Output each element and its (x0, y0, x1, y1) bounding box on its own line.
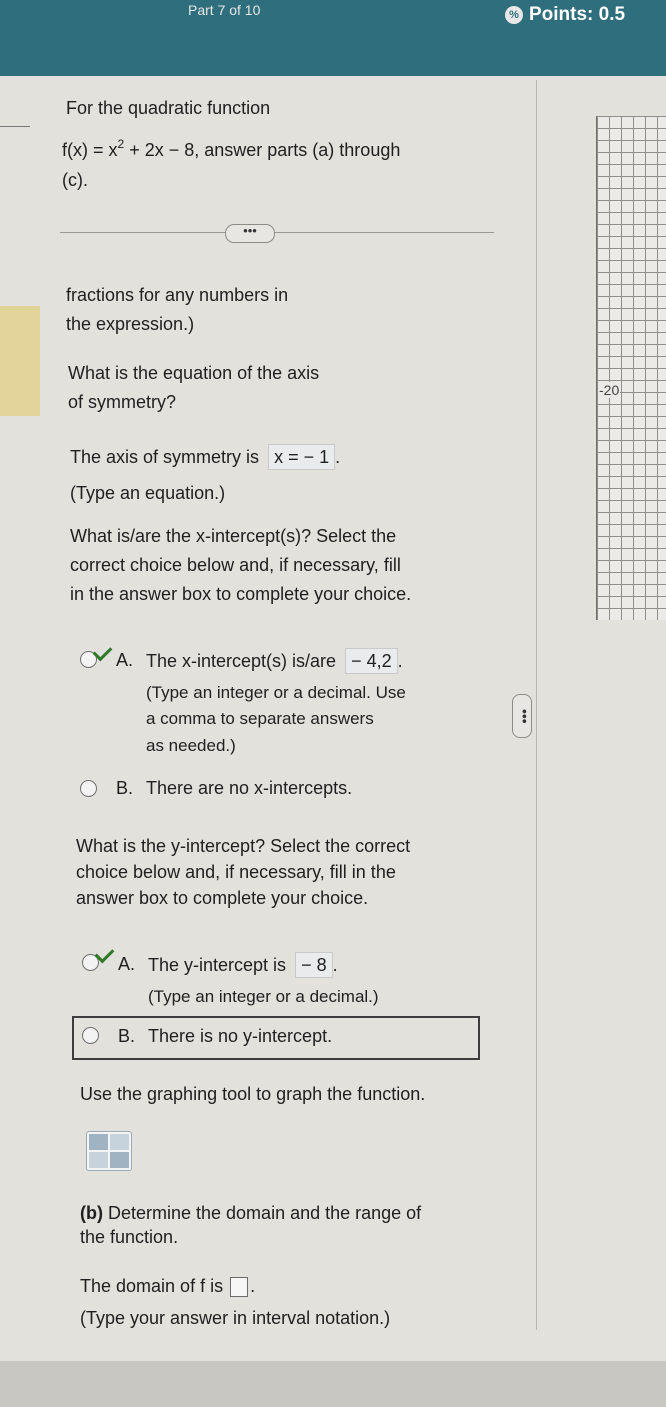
panel-divider[interactable] (536, 80, 537, 1330)
function-exponent: 2 (117, 137, 125, 151)
function-suffix: + 2x − 8, answer parts (a) through (124, 140, 401, 160)
points-display (505, 4, 625, 26)
xint-hint-line-2: a comma to separate answers (146, 709, 374, 728)
section-separator (60, 232, 494, 233)
xint-hint-line-3: as needed.) (146, 736, 236, 755)
axis-question-line-1: What is the equation of the axis (68, 363, 320, 383)
xint-question-line-3: in the answer box to complete your choice. (70, 584, 412, 604)
xint-choice-a-line[interactable]: The x-intercept(s) is/are − 4,2 . (146, 648, 403, 674)
yint-choice-b-radio[interactable] (82, 1027, 99, 1044)
axis-answer-prefix: The axis of symmetry is (70, 447, 260, 467)
graph-axis-label: -20 (599, 382, 620, 398)
yint-hint: (Type an integer or a decimal.) (148, 987, 379, 1006)
expand-ellipsis-button[interactable]: ••• (225, 224, 275, 243)
part-b-question-line-1 (80, 1201, 421, 1226)
xint-choice-a-letter: A. (116, 650, 134, 670)
left-dash (0, 126, 30, 127)
function-prefix: f(x) = x (62, 140, 118, 160)
part-b-label: (b) (80, 1203, 103, 1223)
bottom-area (0, 1361, 666, 1407)
fractions-line-2: the expression.) (66, 314, 195, 334)
part-b-question-line-2: the function. (80, 1227, 179, 1247)
xint-choice-b-letter: B. (116, 778, 134, 798)
xint-choice-b-text[interactable]: There are no x-intercepts. (146, 778, 353, 798)
axis-answer-line: The axis of symmetry is x = − 1 . (70, 444, 340, 470)
axis-answer-box[interactable]: x = − 1 (268, 444, 335, 470)
points-text: Points: 0.5 (529, 4, 626, 25)
yint-choice-b-letter: B. (118, 1026, 136, 1046)
domain-answer-line: The domain of f is . (80, 1276, 256, 1296)
domain-prefix: The domain of f is (80, 1276, 224, 1296)
yint-question-line-2: choice below and, if necessary, fill in the (76, 862, 396, 882)
domain-answer-input[interactable] (230, 1277, 248, 1297)
intro-line-1: For the quadratic function (66, 98, 271, 118)
top-bar (0, 0, 666, 76)
graph-grid[interactable] (596, 116, 666, 620)
graph-instruction: Use the graphing tool to graph the function. (80, 1084, 426, 1104)
part-indicator: Part 7 of 10 (188, 2, 261, 18)
xint-choice-a-text: The x-intercept(s) is/are (146, 651, 337, 671)
fractions-line-1: fractions for any numbers in (66, 285, 289, 305)
part-b-question-text: Determine the domain and the range of (102, 1203, 422, 1223)
function-line (62, 132, 400, 163)
domain-hint: (Type your answer in interval notation.) (80, 1308, 391, 1328)
intro-line-3: (c). (62, 170, 88, 190)
yint-choice-a-line[interactable]: The y-intercept is − 8 . (148, 952, 338, 978)
xint-choice-b-radio[interactable] (80, 780, 97, 797)
xint-question-line-2: correct choice below and, if necessary, fill (70, 555, 401, 575)
yint-question-line-1: What is the y-intercept? Select the correct (76, 836, 411, 856)
points-icon: % (505, 6, 523, 24)
xint-answer-box[interactable]: − 4,2 (345, 648, 398, 674)
xint-question-line-1: What is/are the x-intercept(s)? Select the (70, 526, 397, 546)
yint-answer-box[interactable]: − 8 (295, 952, 333, 978)
axis-hint: (Type an equation.) (70, 483, 226, 503)
xint-hint-line-1: (Type an integer or a decimal. Use (146, 683, 406, 702)
axis-question-line-2: of symmetry? (68, 392, 177, 412)
left-sidebar-strip (0, 306, 40, 416)
graphing-tool-icon[interactable] (86, 1131, 132, 1171)
yint-choice-a-text: The y-intercept is (148, 955, 287, 975)
yint-question-line-3: answer box to complete your choice. (76, 888, 369, 908)
yint-choice-a-letter: A. (118, 954, 136, 974)
more-options-icon[interactable]: ••• (512, 694, 532, 738)
yint-choice-b-text[interactable]: There is no y-intercept. (148, 1026, 333, 1046)
